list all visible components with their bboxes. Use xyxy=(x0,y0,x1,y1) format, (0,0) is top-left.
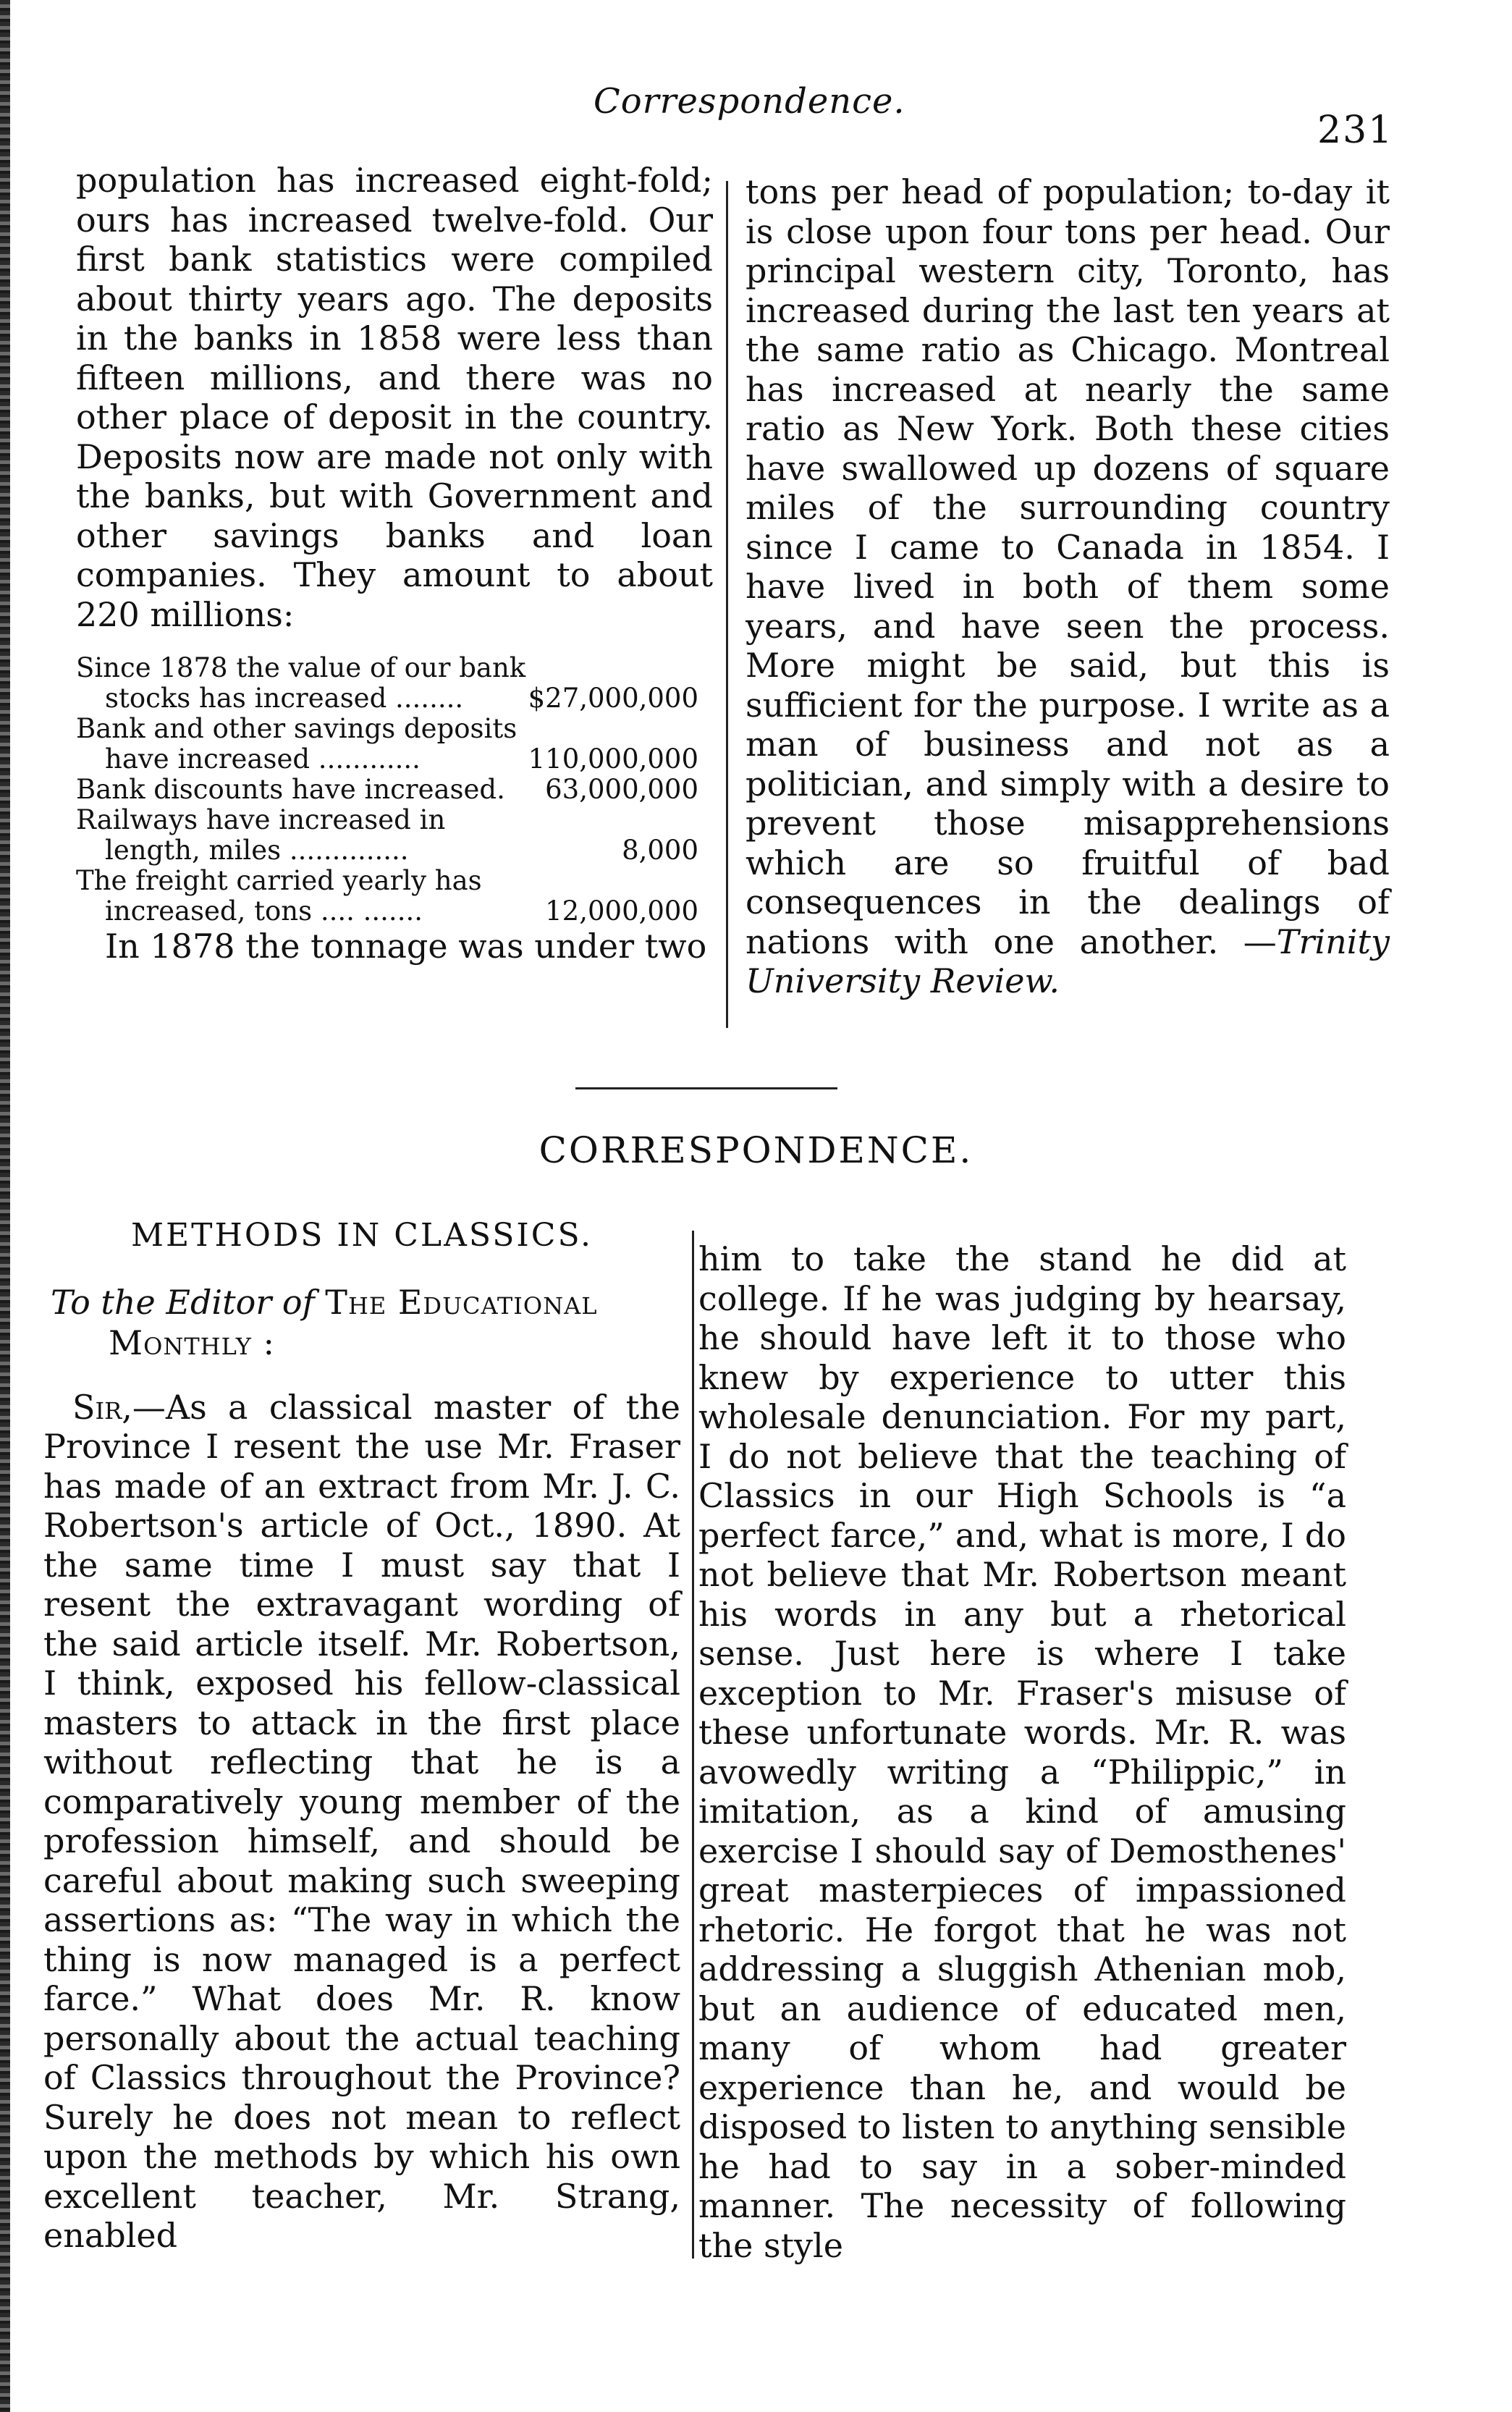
stat-item xyxy=(76,653,698,714)
stat-label: The freight carried yearly has xyxy=(76,865,482,896)
stat-label-continued: increased, tons .... ....... xyxy=(105,895,423,927)
stat-label-continued: stocks has increased ........ xyxy=(105,683,464,714)
stat-label: Since 1878 the value of our bank xyxy=(76,652,526,683)
top-right-text: tons per head of population; to-day it is close upon four tons per head. Our principal western city, Toronto, has increased during the last ten years at the same ratio as Chicago. Montreal has increased at nearly the same ratio as New York. Both these cities have swallowed up dozens of square miles of the surrounding country since I came to Canada in 1854. I have lived in both of them some years, and have seen the process. More might be said, but this is sufficient for the purpose. I write as a man of business and not as a politician, and simply with a desire to prevent those misapprehensions which are so fruitful of bad consequences in the dealings of nations with one another. — xyxy=(746,172,1390,961)
letter-body-right: him to take the stand he did at college. If he was judging by hearsay, he should have left it to those who knew by experience to utter this wholesale denunciation. For my part, I do not believe that the teaching of Classics in our High Schools is “a perfect farce,” and, what is more, I do not believe that Mr. Robertson meant his words in any but a rhetorical sense. Just here is where I take exception to Mr. Fraser's misuse of these unfortunate words. Mr. R. was avowedly writing a “Philippic,” in imitation, as a kind of amusing exercise I should say of Demosthenes' great masterpieces of impassioned rhetoric. He forgot that he was not addressing a sluggish Athenian mob, but an audience of educated men, many of whom had greater experience than he, and would be disposed to listen to anything sensible he had to say in a sober-minded manner. The necessity of following the style xyxy=(698,1239,1346,2265)
stat-item xyxy=(76,805,698,866)
running-head: Correspondence. xyxy=(594,81,905,122)
top-right-paragraph xyxy=(746,172,1390,1001)
top-left-column xyxy=(76,161,713,966)
bank-statistics-list xyxy=(76,653,698,927)
stat-item xyxy=(76,714,698,775)
letter-paragraph xyxy=(43,1388,680,2256)
stat-value: 110,000,000 xyxy=(528,743,698,775)
salutation xyxy=(43,1282,680,1363)
stat-label: Railways have increased in xyxy=(76,804,446,835)
bottom-right-column xyxy=(698,1239,1346,2265)
stat-label: Bank discounts have increased. xyxy=(76,774,505,805)
stat-label-continued: have increased ............ xyxy=(105,743,421,775)
salutation-italic: To the Editor of xyxy=(51,1282,315,1322)
section-separator xyxy=(575,1087,837,1089)
section-title: CORRESPONDENCE. xyxy=(539,1129,973,1171)
stat-value: 63,000,000 xyxy=(545,774,698,805)
column-divider xyxy=(692,1231,694,2259)
top-right-column xyxy=(746,172,1390,1001)
top-left-paragraph: population has increased eight-fold; ours has increased twelve-fold. Our first bank statistics were compiled about thirty years ago. The deposits in the banks in 1858 were less than fifteen millions, and there was no other place of deposit in the country. Deposits now are made not only with the banks, but with Government and other savings banks and loan companies. They amount to about 220 millions: xyxy=(76,161,713,634)
article-title: METHODS IN CLASSICS. xyxy=(130,1217,593,1254)
bottom-left-column xyxy=(43,1216,680,2256)
stat-label: Bank and other savings deposits xyxy=(76,713,518,744)
salutation-publication: The Educational xyxy=(325,1282,598,1322)
stat-item xyxy=(76,775,698,805)
top-left-closing-line: In 1878 the tonnage was under two xyxy=(105,927,707,966)
stat-value: 12,000,000 xyxy=(545,895,698,927)
column-divider xyxy=(726,181,728,1028)
page-number: 231 xyxy=(1317,109,1394,152)
stat-value: 8,000 xyxy=(622,835,698,866)
letter-opening: Sir, xyxy=(72,1387,132,1427)
source-citation: Trinity University Review. xyxy=(746,922,1390,1000)
page-binding-edge xyxy=(0,0,10,2412)
stat-value: $27,000,000 xyxy=(528,683,698,714)
stat-item xyxy=(76,866,698,927)
stat-label-continued: length, miles .............. xyxy=(105,835,409,866)
salutation-publication-continued: Monthly : xyxy=(109,1323,276,1362)
letter-body-left: —As a classical master of the Province I resent the use Mr. Fraser has made of an extract from Mr. J. C. Robertson's article of Oct., 1890. At the same time I must say that I resent the extravagant wording of the said article itself. Mr. Robertson, I think, exposed his fellow-classical masters to attack in the first place without reflecting that he is a comparatively young member of the profession himself, and should be careful about making such sweeping assertions as: “The way in which the thing is now managed is a perfect farce.” What does Mr. R. know personally about the actual teaching of Classics throughout the Province? Surely he does not mean to reflect upon the methods by which his own excellent teacher, Mr. Strang, enabled xyxy=(43,1387,680,2255)
